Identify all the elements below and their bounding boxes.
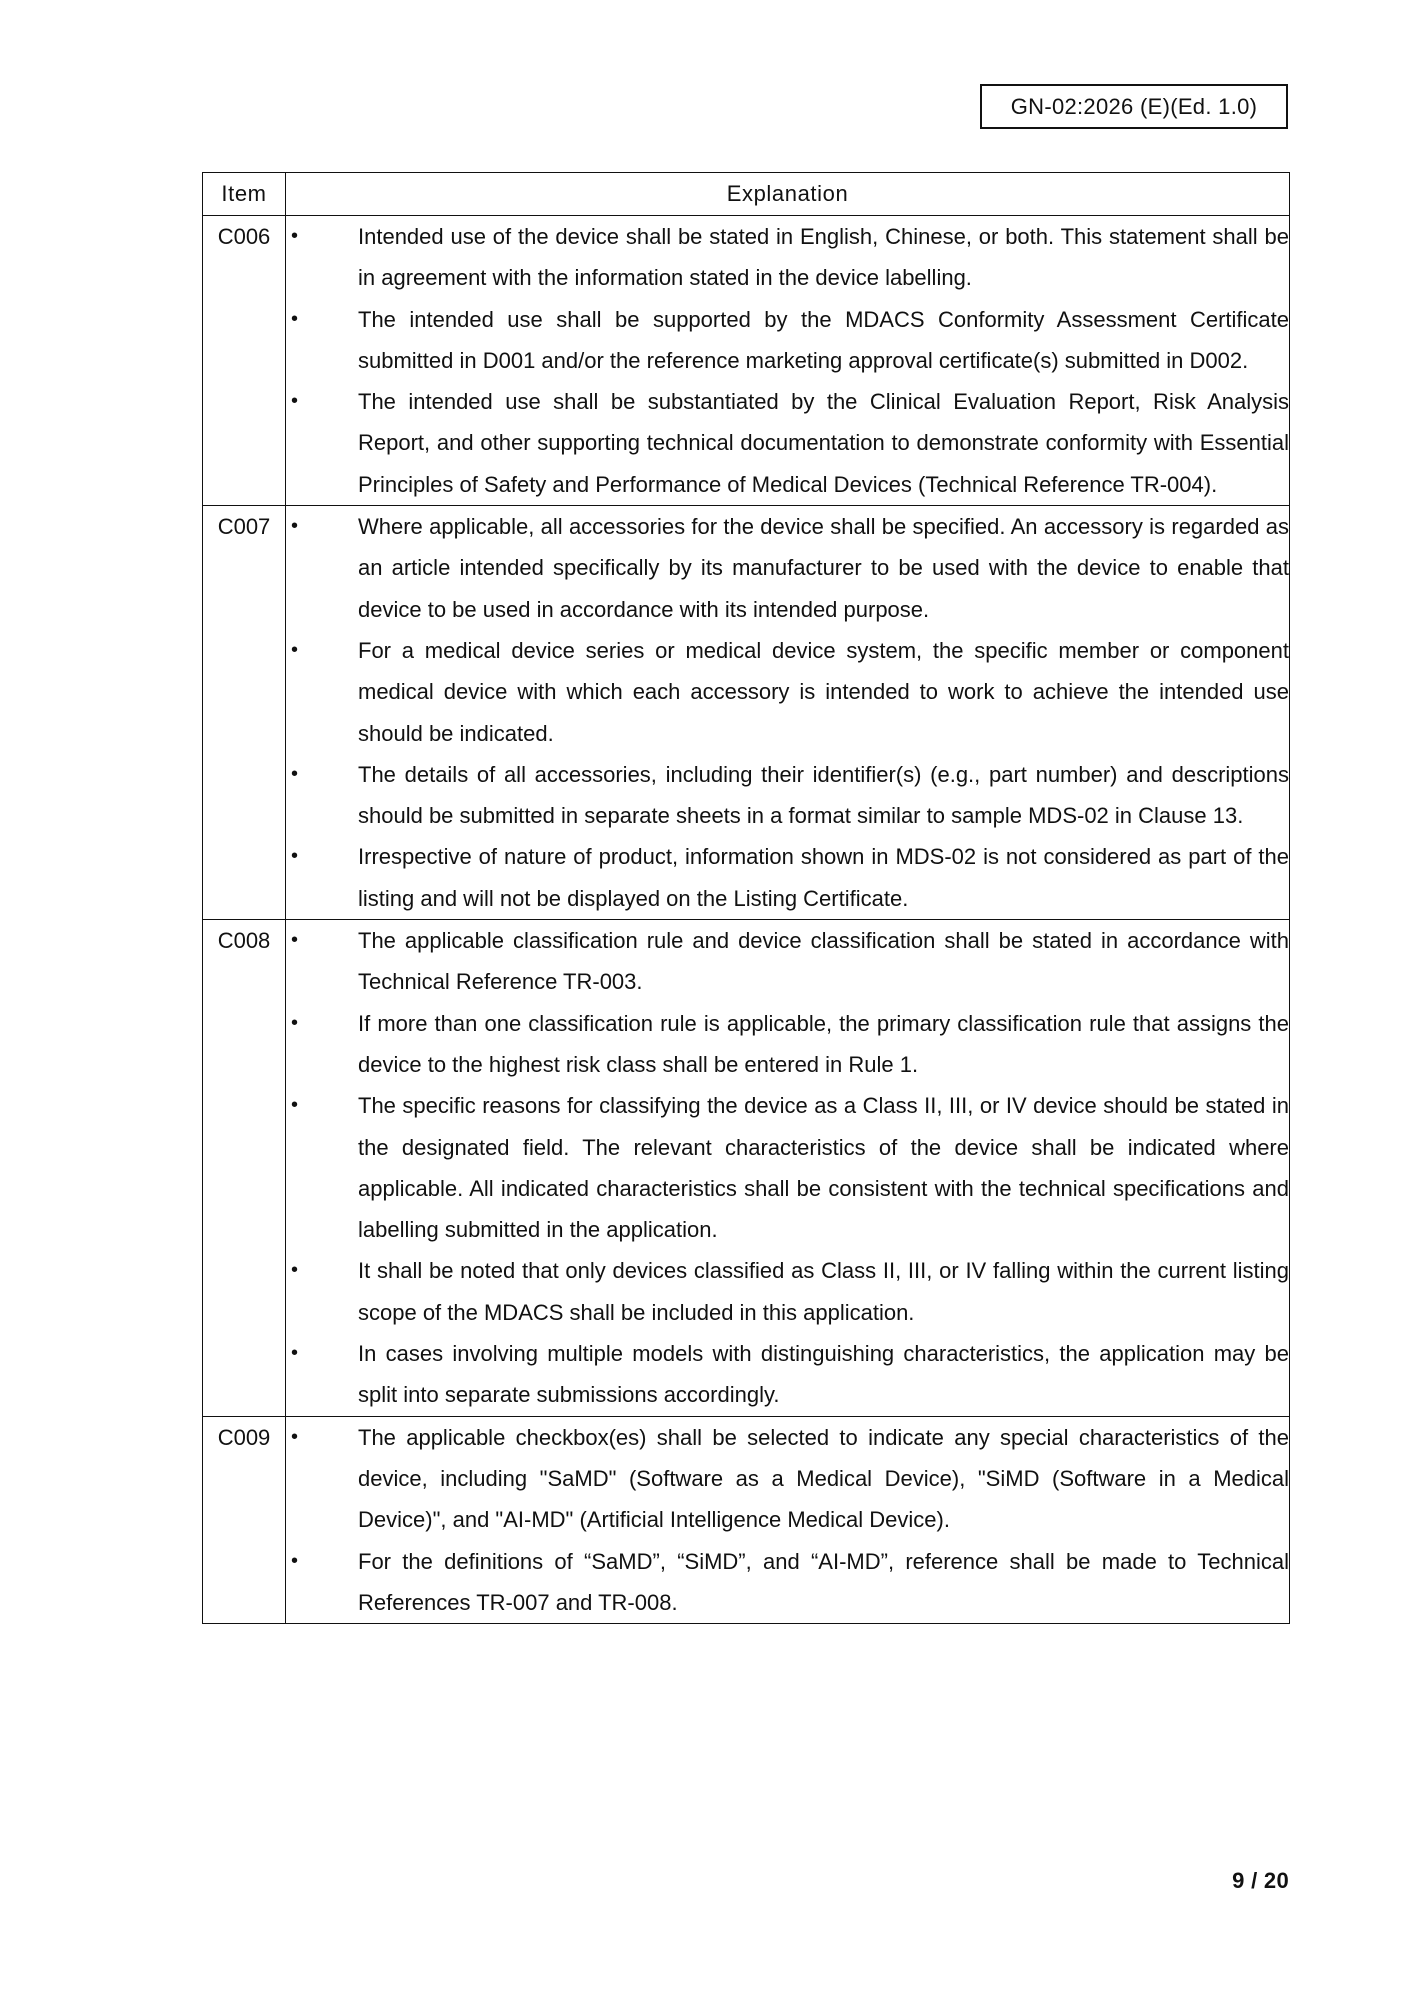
bullet-icon: • [291,1549,299,1572]
bullet-list [286,920,1289,1416]
list-item [286,1333,1289,1416]
bullet-icon: • [291,225,299,247]
bullet-list [286,1417,1289,1623]
page-number: 9 / 20 [1232,1868,1289,1893]
bullet-text: For the definitions of “SaMD”, “SiMD”, and “AI-MD”, reference shall be made to Technical References TR-007 and TR-008. [358,1548,1289,1615]
document-reference: GN-02:2026 (E)(Ed. 1.0) [980,84,1288,129]
bullet-icon: • [291,1259,299,1282]
bullet-text: The details of all accessories, including their identifier(s) (e.g., part number) and descriptions should be submitted in separate sheets in a format similar to sample MDS-02 in Clause 13. [358,761,1289,829]
table-row [203,1416,1290,1623]
bullet-text: In cases involving multiple models with distinguishing characteristics, the application may be split into separate submissions accordingly. [358,1341,1289,1408]
list-item [286,299,1289,382]
bullet-icon: • [291,1342,299,1365]
explanation-cell [286,506,1290,920]
table-row [203,216,1290,506]
table-row [203,506,1290,920]
bullet-list [286,506,1289,919]
table-row [203,920,1290,1417]
bullet-text: Where applicable, all accessories for the device shall be specified. An accessory is regarded as an article intended specifically by its manufacturer to be used with the device to enable that device to be used in accordance with its intended purpose. [358,514,1289,622]
column-header-item: Item [203,173,286,216]
bullet-text: The intended use shall be supported by the MDACS Conformity Assessment Certificate submitted in D001 and/or the reference marketing approval certificate(s) submitted in D002. [358,306,1289,373]
column-header-explanation: Explanation [286,173,1290,216]
list-item [286,1250,1289,1333]
bullet-text: The applicable classification rule and device classification shall be stated in accordance with Technical Reference TR-003. [358,928,1289,995]
item-code: C008 [203,920,286,1417]
bullet-text: Intended use of the device shall be stated in English, Chinese, or both. This statement shall be in agreement with the information stated in the device labelling. [358,224,1289,291]
explanation-cell [286,920,1290,1417]
bullet-text: The intended use shall be substantiated by the Clinical Evaluation Report, Risk Analysis Report, and other supporting technical documentation to demonstrate conformity with Essential Principles of Safety and Performance of Medical Devices (Technical Reference TR-004). [358,389,1289,497]
bullet-icon: • [291,1425,299,1448]
bullet-text: If more than one classification rule is applicable, the primary classification rule that assigns the device to the highest risk class shall be entered in Rule 1. [358,1010,1289,1077]
bullet-icon: • [291,515,299,538]
table-header-row [203,173,1290,216]
bullet-icon: • [291,1094,299,1117]
list-item [286,216,1289,299]
bullet-text: It shall be noted that only devices classified as Class II, III, or IV falling within the current listing scope of the MDACS shall be included in this application. [358,1258,1289,1325]
bullet-icon: • [291,307,299,330]
explanation-cell [286,216,1290,506]
explanation-cell [286,1416,1290,1623]
bullet-text: For a medical device series or medical device system, the specific member or component medical device with which each accessory is intended to work to achieve the intended use should be indicated. [358,637,1289,746]
list-item [286,920,1289,1003]
list-item [286,630,1289,754]
bullet-icon: • [291,845,299,868]
bullet-icon: • [291,929,299,952]
list-item [286,506,1289,630]
bullet-text: The applicable checkbox(es) shall be selected to indicate any special characteristics of the device, including "SaMD" (Software as a Medical Device), "SiMD (Software in a Medical Device)", and "AI-MD" (Artificial Intelligence Medical Device). [358,1424,1289,1533]
bullet-icon: • [291,762,299,785]
bullet-list [286,216,1289,505]
bullet-icon: • [291,1011,299,1034]
list-item [286,1003,1289,1086]
bullet-icon: • [291,390,299,413]
item-code: C006 [203,216,286,506]
list-item [286,836,1289,919]
list-item [286,1085,1289,1250]
bullet-text: The specific reasons for classifying the device as a Class II, III, or IV device should be stated in the designated field. The relevant characteristics of the device shall be indicated where applicable. All indicated characteristics shall be consistent with the technical specifications and labelling submitted in the application. [358,1093,1289,1243]
bullet-text: Irrespective of nature of product, information shown in MDS-02 is not considered as part of the listing and will not be displayed on the Listing Certificate. [358,844,1289,911]
item-code: C007 [203,506,286,920]
list-item [286,754,1289,837]
item-code: C009 [203,1416,286,1623]
list-item [286,1417,1289,1541]
list-item [286,381,1289,505]
bullet-icon: • [291,638,299,661]
list-item [286,1541,1289,1624]
explanation-table [202,172,1290,1624]
